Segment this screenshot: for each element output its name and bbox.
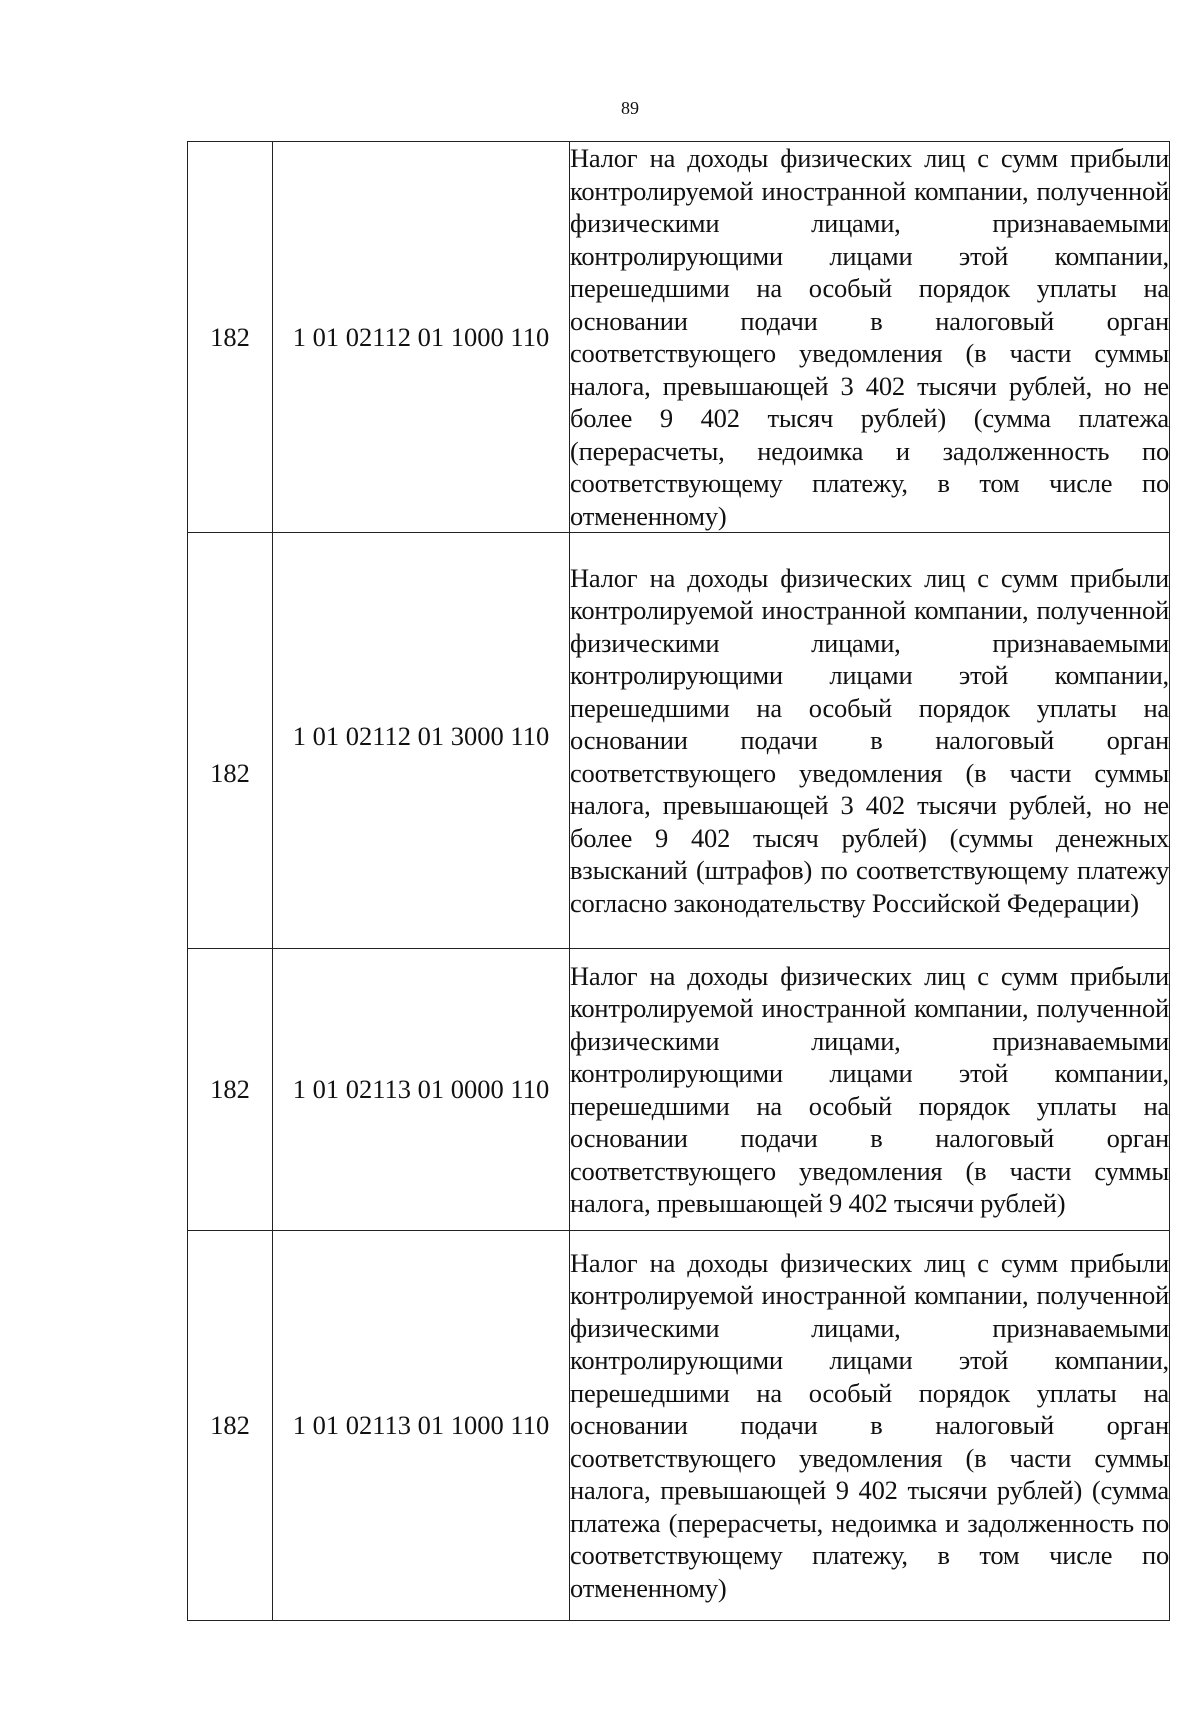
administrator-code-cell: 182	[188, 142, 273, 533]
kbk-code-cell: 1 01 02112 01 3000 110	[273, 533, 570, 949]
kbk-code-cell: 1 01 02113 01 1000 110	[273, 1231, 570, 1621]
budget-classification-table	[187, 141, 1170, 1621]
administrator-code-cell: 182	[188, 949, 273, 1231]
page-number: 89	[621, 98, 639, 118]
administrator-code-cell: 182	[188, 533, 273, 949]
table-row	[188, 1231, 1170, 1621]
table-row	[188, 142, 1170, 533]
table-row	[188, 949, 1170, 1231]
revenue-name-cell: Налог на доходы физических лиц с сумм прибыли контролируемой иностранной компании, полученной физическими лицами, признаваемыми контролирующими лицами этой компании, перешедшими на особый порядок уплаты на основании подачи в налоговый орган соответствующего уведомления (в части суммы налога, превышающей 3 402 тысячи рублей, но не более 9 402 тысяч рублей) (сумма платежа (перерасчеты, недоимка и задолженность по соответствующему платежу, в том числе по отмененному)	[570, 143, 1169, 531]
administrator-code-cell: 182	[188, 1231, 273, 1621]
kbk-code-cell: 1 01 02112 01 1000 110	[273, 142, 570, 533]
kbk-code-cell: 1 01 02113 01 0000 110	[273, 949, 570, 1231]
revenue-name-cell: Налог на доходы физических лиц с сумм прибыли контролируемой иностранной компании, полученной физическими лицами, признаваемыми контролирующими лицами этой компании, перешедшими на особый порядок уплаты на основании подачи в налоговый орган соответствующего уведомления (в части суммы налога, превышающей 3 402 тысячи рублей, но не более 9 402 тысяч рублей) (суммы денежных взысканий (штрафов) по соответствующему платежу согласно законодательству Российской Федерации)	[570, 533, 1170, 949]
revenue-name-cell: Налог на доходы физических лиц с сумм прибыли контролируемой иностранной компании, полученной физическими лицами, признаваемыми контролирующими лицами этой компании, перешедшими на особый порядок уплаты на основании подачи в налоговый орган соответствующего уведомления (в части суммы налога, превышающей 9 402 тысячи рублей) (сумма платежа (перерасчеты, недоимка и задолженность по соответствующему платежу, в том числе по отмененному)	[570, 1231, 1170, 1621]
revenue-name-cell: Налог на доходы физических лиц с сумм прибыли контролируемой иностранной компании, полученной физическими лицами, признаваемыми контролирующими лицами этой компании, перешедшими на особый порядок уплаты на основании подачи в налоговый орган соответствующего уведомления (в части суммы налога, превышающей 9 402 тысячи рублей)	[570, 949, 1170, 1231]
table-row	[188, 533, 1170, 949]
